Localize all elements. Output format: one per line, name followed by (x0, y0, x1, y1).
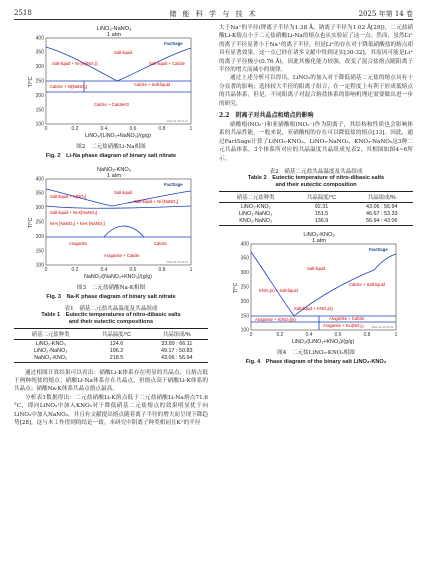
fig4-y-label: T/°C (233, 282, 239, 293)
table-cell: 33.89 : 66.11 (161, 340, 193, 347)
fig2-phase-diagram (14, 24, 208, 140)
table-header-row (219, 192, 413, 203)
fig3-y-tick: 350 (35, 190, 44, 197)
fig2-y-tick: 300 (35, 64, 44, 70)
table1-grid (14, 328, 208, 363)
fig4-y-ticks (241, 241, 250, 333)
fig4-x-tick: 0 (249, 331, 253, 338)
fig3-y-label: T/°C (28, 217, 34, 229)
table2-caption-en: Table 2 Eutectic temperature of nitro-dibasic salts (247, 175, 385, 182)
table-2 (219, 167, 413, 226)
fig3-y-tick: 150 (35, 248, 44, 255)
fig2-title: LiNO₃-NaNO₃ (96, 26, 132, 32)
fig4-phase-label: Aragonite + Calcite (329, 315, 365, 321)
table-cell: 92.31 (314, 203, 329, 210)
table-cell: 56.94 : 43.06 (351, 217, 413, 225)
table-cell: 43.06 : 56.94 (146, 354, 208, 362)
fig3-x-tick: 0 (44, 267, 48, 273)
fig3-phase-label: Salt-liquid + Ni-K[NaNO₃] (50, 210, 97, 215)
paragraph: 大于Na⁺的半径(钾离子半径为1.38 Å，钠离子半径为1.02 Å[29])，二元盐硝酸Li-K熔点小于二元盐硝酸Li-Na的熔点也从实验证了这一点；然而，虽然Li⁺的离子半径显著小于Na⁺的离子半径，但是Li⁺的存在对于降低硝酸盐的熔点却具有显著效果，这一点已经在诸多文献中得到证实[30-32]，其原因可能是Li⁺的离子半径极小(0.76 Å)，因此其极化能力较强，改变了混合盐熔点随阳离子半径的增大而减小的规律。 (219, 25, 413, 74)
table-row (219, 217, 413, 225)
fig4-pressure: 1 atm (312, 237, 326, 244)
section-heading: 2.2 阴离子对共晶点和熔点的影响 (219, 112, 314, 120)
fig3-y-ticks (36, 177, 45, 269)
table-cell: 136.9 (292, 217, 350, 225)
table-cell: NaNO₃-KNO₃ (14, 354, 87, 362)
table-header-cell: 共晶组成/% (146, 329, 208, 340)
fig2-y-tick: 400 (35, 35, 44, 42)
left-column (14, 24, 208, 427)
table2-caption-cn: 表2 硝基二元盐共晶温度及共晶组成 (269, 169, 363, 176)
page-header (14, 8, 413, 20)
fig2-phase-label: Calcite + Salt-liquid (134, 82, 170, 87)
fig2-y-ticks (36, 36, 45, 128)
table-header-cell: 共晶温度/°C (87, 329, 145, 340)
table-row (14, 347, 208, 354)
fig3-phase-label: Salt-liquid + K[NO₃] (50, 194, 87, 199)
left-body-text (14, 369, 208, 428)
fig2-y-tick: 200 (35, 93, 44, 99)
fig3-x-tick: 0.4 (100, 267, 108, 273)
fig3-pressure: 1 atm (107, 173, 121, 179)
journal-name: 储 能 科 学 与 技 术 (169, 10, 258, 18)
fig3-y-tick: 250 (35, 219, 44, 226)
fig3-caption-cn: 图3 二元盐硝酸Na-K相图 (76, 285, 146, 291)
fig2-y-tick: 100 (35, 121, 44, 128)
fig4-caption-en: Fig. 4 Phase diagram of the binary salt LiNO₃-KNO₃ (245, 358, 387, 365)
fig2-x-tick: 0 (44, 126, 48, 132)
table2-caption-en: and their eutectic composition (275, 182, 357, 189)
fig2-y-label: T/°C (28, 76, 34, 88)
table-cell: 196.2 (109, 347, 124, 354)
fig4-y-tick: 200 (240, 298, 249, 305)
fig2-pressure: 1 atm (107, 32, 121, 38)
figure-4 (219, 230, 413, 365)
table-header-cell: 硝基二元盐种类 (219, 192, 292, 203)
table-cell: 43.06 : 56.94 (366, 203, 398, 210)
paragraph: 硝酸根(NO₃⁻)和亚硝酸根(NO₂⁻)作为阴离子，其结构和性质也会影响体系的共晶性能，一般来说，亚硝酸根的存在可以降低盐的熔点[33]。因此，通过FactSage计算了LiNO₃-KNO₃、LiNO₃-NaNO₃、KNO₃-NaNO₃这3种二元共晶体系，3个体系所对应的共晶温度共晶组成见表2，其相图如图4~6所示。 (219, 122, 413, 162)
table1-caption-cn: 表1 硝基二元盐共晶温度及共晶组成 (64, 306, 158, 312)
fig3-phase-label: Ni-K [NaNO₃] + Ni-K [NaNO₃] (50, 221, 105, 226)
fig4-y-tick: 350 (240, 255, 249, 262)
fig3-x-ticks (45, 267, 193, 273)
fig3-caption-en: Fig. 3 Na-K phase diagram of binary salt nitrate (46, 294, 176, 300)
fig3-phase-label: Salt-liquid (114, 190, 133, 195)
figure-2 (14, 24, 208, 159)
table-cell: LiNO₃-NaNO₃ (238, 210, 273, 217)
fig4-phase-label: Salt-liquid + KNO₃(s) (294, 305, 333, 311)
fig4-timestamp: 2024-11-15 11:19 (371, 324, 393, 329)
table-cell: 46.67 : 53.33 (366, 210, 398, 217)
fig4-y-tick: 300 (240, 269, 249, 276)
fig4-x-label: LiNO₃/(LiNO₃+KNO₃)/(g/g) (291, 338, 355, 345)
fig3-title: NaNO₃-KNO₃ (96, 167, 132, 173)
fig4-caption-cn: 图4 二元盐LiNO₃-KNO₃相图 (277, 349, 355, 356)
fig2-x-tick: 0.4 (100, 126, 108, 132)
table-cell: 151.5 (314, 210, 329, 217)
fig4-phase-label: Aragonite + K[NO₃](s) (255, 316, 296, 322)
table-header-cell: 共晶组成/% (351, 192, 413, 203)
fig4-title: LiNO₃-KNO₃ (303, 231, 335, 238)
fig2-y-tick: 250 (35, 78, 44, 85)
fig4-x-tick: 0.8 (363, 331, 371, 338)
fig3-phase-label: Salt-liquid + Ni-[NaNO₃] (134, 199, 179, 204)
fig2-caption-cn: 图2 二元盐硝酸Li-Na相图 (76, 144, 146, 150)
fig2-phase-label: Calcite + Calcite#2 (94, 102, 130, 107)
fig2-timestamp: 2024-11-15 11:12 (166, 119, 188, 123)
fig4-y-tick: 150 (240, 313, 249, 320)
fig3-x-tick: 1 (189, 267, 193, 273)
fig2-y-tick: 150 (35, 107, 44, 114)
fig2-x-ticks (45, 126, 193, 132)
fig3-y-tick: 100 (35, 262, 44, 269)
table-cell: LiNO₃-NaNO₃ (33, 347, 68, 354)
fig4-phase-label: Calcite + Salt-liquid (349, 281, 385, 287)
paragraph: 通过相图计算结果可以看出：硝酸Li-K体系存在明显的共晶点，且熔点低于两种纯盐的熔点；硝酸Li-Na体系存在共晶点，但熔点高于硝酸Li-K体系的共晶点；硝酸Na-K体系共晶点熔点最高。 (14, 369, 208, 393)
fig4-y-tick: 100 (240, 327, 249, 334)
table-cell: 124.6 (109, 340, 124, 347)
table-cell: LiNO₃-KNO₃ (240, 203, 271, 210)
table-header-row (14, 329, 208, 340)
fig3-y-tick: 400 (35, 176, 44, 183)
fig3-y-tick: 300 (35, 205, 44, 211)
fig2-phase-label: Salt-liquid (114, 50, 133, 55)
fig2-caption-en: Fig. 2 Li-Na phase diagram of binary salt nitrate (45, 153, 177, 159)
paragraph: 通过上述分析可以得出，LiNO₃的加入对于降低硝基二元盐的熔点具有十分显著的影响；选择较大半径的阳离子组合，在一定程度上有利于形成低熔点的共晶体系，但是，不同阳离子对混合熔盐体系的影响机理还需要做出进一步的研究。 (219, 75, 413, 107)
page-number: 2518 (14, 9, 32, 17)
table-row (219, 210, 413, 217)
fig4-x-tick: 0.6 (334, 331, 342, 338)
table1-caption-en: and their eutectic compositions (68, 319, 154, 325)
fig3-phase-diagram (14, 165, 208, 281)
fig4-x-tick: 1 (394, 331, 398, 338)
fig3-timestamp: 2024-11-15 11:15 (166, 260, 188, 264)
table-row (219, 203, 413, 211)
right-column (219, 24, 413, 365)
fig4-y-tick: 400 (240, 241, 249, 248)
fig2-x-label: LiNO₃/(LiNO₃+NaNO₃)/(g/g) (85, 133, 151, 139)
fig3-y-tick: 200 (35, 234, 44, 240)
fig2-y-tick: 350 (35, 49, 44, 56)
table-1 (14, 304, 208, 363)
fig2-x-tick: 0.8 (158, 126, 166, 132)
fig4-phase-label: Salt-liquid (307, 265, 326, 271)
fig3-phase-labels (50, 190, 178, 258)
fig2-x-tick: 0.2 (71, 126, 79, 132)
fig4-x-tick: 0.2 (276, 331, 284, 338)
fig3-x-tick: 0.8 (158, 267, 166, 273)
fig4-phase-label: Aragonite + KLi(NO₃)₂ (323, 322, 365, 328)
table-cell: LiNO₃-KNO₃ (35, 340, 66, 347)
fig2-phase-label: Salt-liquid + Ni-[Ni(NO₃)] (52, 61, 98, 66)
fig2-x-tick: 1 (189, 126, 193, 132)
issue-info: 2025 年第 14 卷 (358, 10, 413, 18)
fig3-factsage-logo: FactSage (164, 182, 183, 187)
table2-grid (219, 191, 413, 226)
fig2-x-tick: 0.6 (129, 126, 137, 132)
fig4-x-ticks (250, 332, 398, 338)
table1-caption-en: Table 1 Eutectic temperatures of nitro-dibasic salts (41, 312, 181, 318)
fig4-phase-label: KNO₃(s) + Salt-liquid (259, 287, 298, 293)
fig2-factsage-logo: FactSage (164, 41, 183, 46)
table-row (14, 354, 208, 362)
fig4-x-tick: 0.4 (305, 331, 313, 338)
figure-3 (14, 165, 208, 300)
fig3-phase-label: Calcite (154, 241, 167, 246)
table-cell: 218.5 (87, 354, 145, 362)
fig2-phase-label: Salt-liquid + Calcite (149, 61, 185, 66)
table-header-cell: 硝基二元盐种类 (14, 329, 87, 340)
fig3-phase-label: Aragonite + Calcite (104, 253, 140, 258)
fig3-x-label: NaNO₃/(NaNO₃+KNO₃)/(g/g) (84, 274, 152, 280)
fig2-phase-label: Calcite + Ni[NaNO₃] (50, 84, 88, 89)
table-cell: 49.17 : 50.83 (161, 347, 193, 354)
paragraph: 分析表1数据得出：二元盐硝酸Li-K熔点低于二元盐硝酸Li-Na熔点71.6 °C，即向LiNO₃中加入KNO₃对于降低硝基二元盐熔点的效果明显优于向LiNO₃中加入NaNO₃，并且有文献提出熔点随着离子半径的增大而呈现下降趋势[28]，这与本工作得到的结论一致。本研究中阴离子种类相同且K⁺的半径 (14, 394, 208, 426)
table-header-cell: 共晶温度/°C (292, 192, 350, 203)
fig4-factsage-logo: FactSage (369, 246, 388, 252)
fig3-x-tick: 0.6 (129, 267, 137, 273)
table-cell: KNO₃-NaNO₃ (219, 217, 292, 225)
fig4-phase-diagram (219, 230, 413, 346)
fig3-phase-label: Aragonite (69, 241, 87, 246)
fig3-x-tick: 0.2 (71, 267, 79, 273)
table-row (14, 340, 208, 348)
fig4-y-tick: 250 (240, 284, 249, 291)
